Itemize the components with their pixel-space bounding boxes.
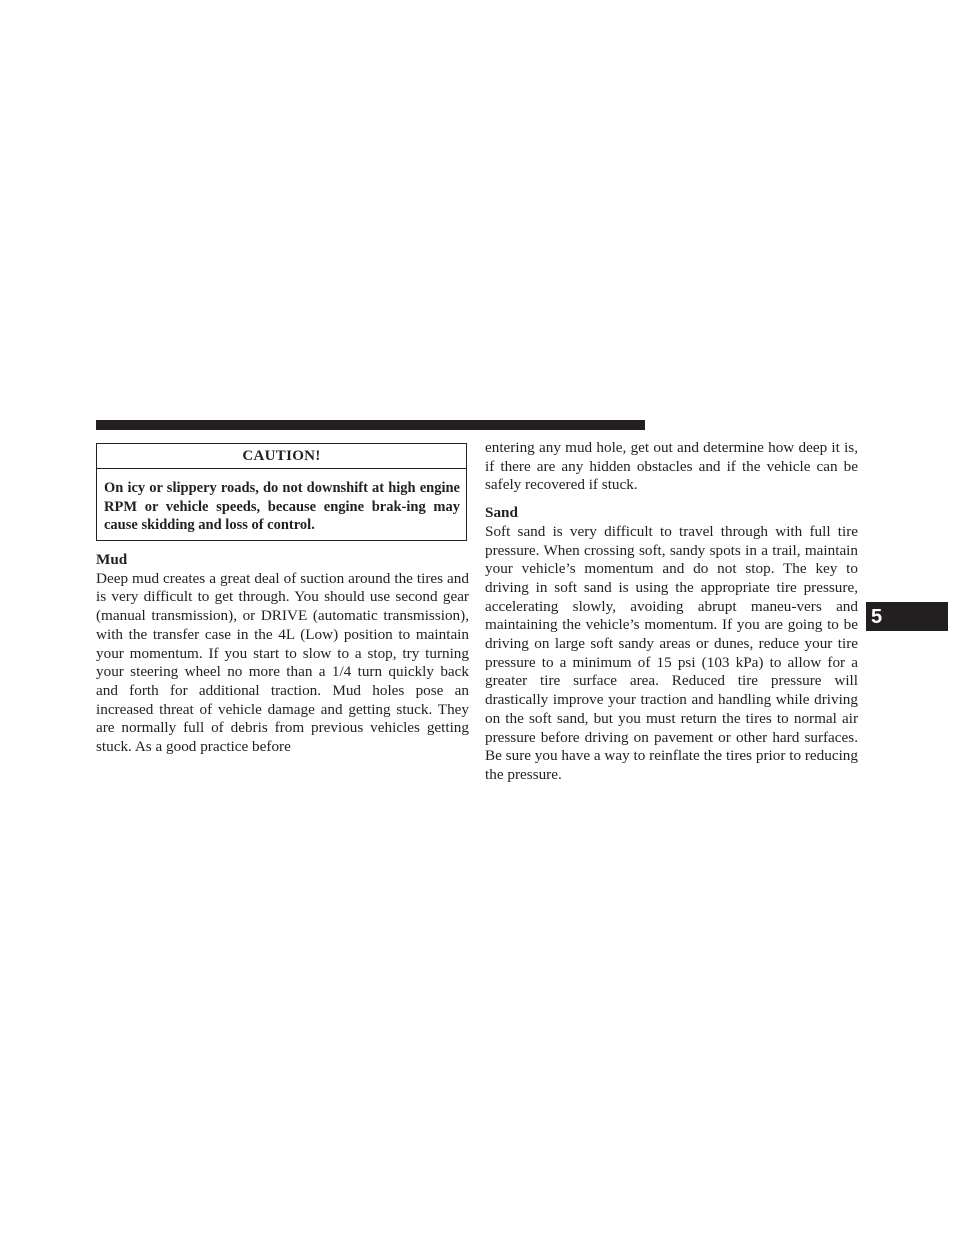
mud-paragraph-continued: entering any mud hole, get out and determine how deep it is, if there are any hidden obstacles and if the vehicle can be safely recovered if stuck. bbox=[485, 439, 858, 494]
right-column bbox=[485, 439, 858, 785]
chapter-tab bbox=[866, 602, 948, 631]
chapter-number: 5 bbox=[871, 606, 883, 628]
caution-text: On icy or slippery roads, do not downshift at high engine RPM or vehicle speeds, because engine brak-ing may cause skidding and loss of control. bbox=[104, 480, 460, 534]
mud-paragraph: Deep mud creates a great deal of suction around the tires and is very difficult to get through. You should use second gear (manual transmission), or DRIVE (automatic transmission), with the transfer case in the 4L (Low) position to maintain your momentum. If you start to slow to a stop, try turning your steering wheel no more than a 1/4 turn quickly back and forth for additional traction. Mud holes pose an increased threat of vehicle damage and getting stuck. They are normally full of debris from previous vehicles getting stuck. As a good practice before bbox=[96, 569, 469, 756]
sand-heading: Sand bbox=[485, 504, 518, 522]
caution-box bbox=[96, 443, 467, 541]
caution-title: CAUTION! bbox=[97, 444, 466, 469]
sand-paragraph: Soft sand is very difficult to travel through with full tire pressure. When crossing soft, sandy spots in a trail, maintain your vehicle’s momentum and do not stop. The key to driving in soft sand is using the appropriate tire pressure, accelerating slowly, avoiding abrupt maneu-vers and maintaining the vehicle’s momentum. If you are going to be driving on large soft sandy areas or dunes, reduce your tire pressure to a minimum of 15 psi (103 kPa) to allow for a greater tire surface area. Reduced tire pressure will drastically improve your traction and handling while driving on the soft sand, but you must return the tires to normal air pressure before driving on pavement or other hard surfaces. Be sure you have a way to reinflate the tires prior to reducing the pressure. bbox=[485, 522, 858, 783]
left-column bbox=[96, 551, 469, 757]
section-top-rule bbox=[96, 420, 645, 430]
mud-heading: Mud bbox=[96, 551, 128, 568]
